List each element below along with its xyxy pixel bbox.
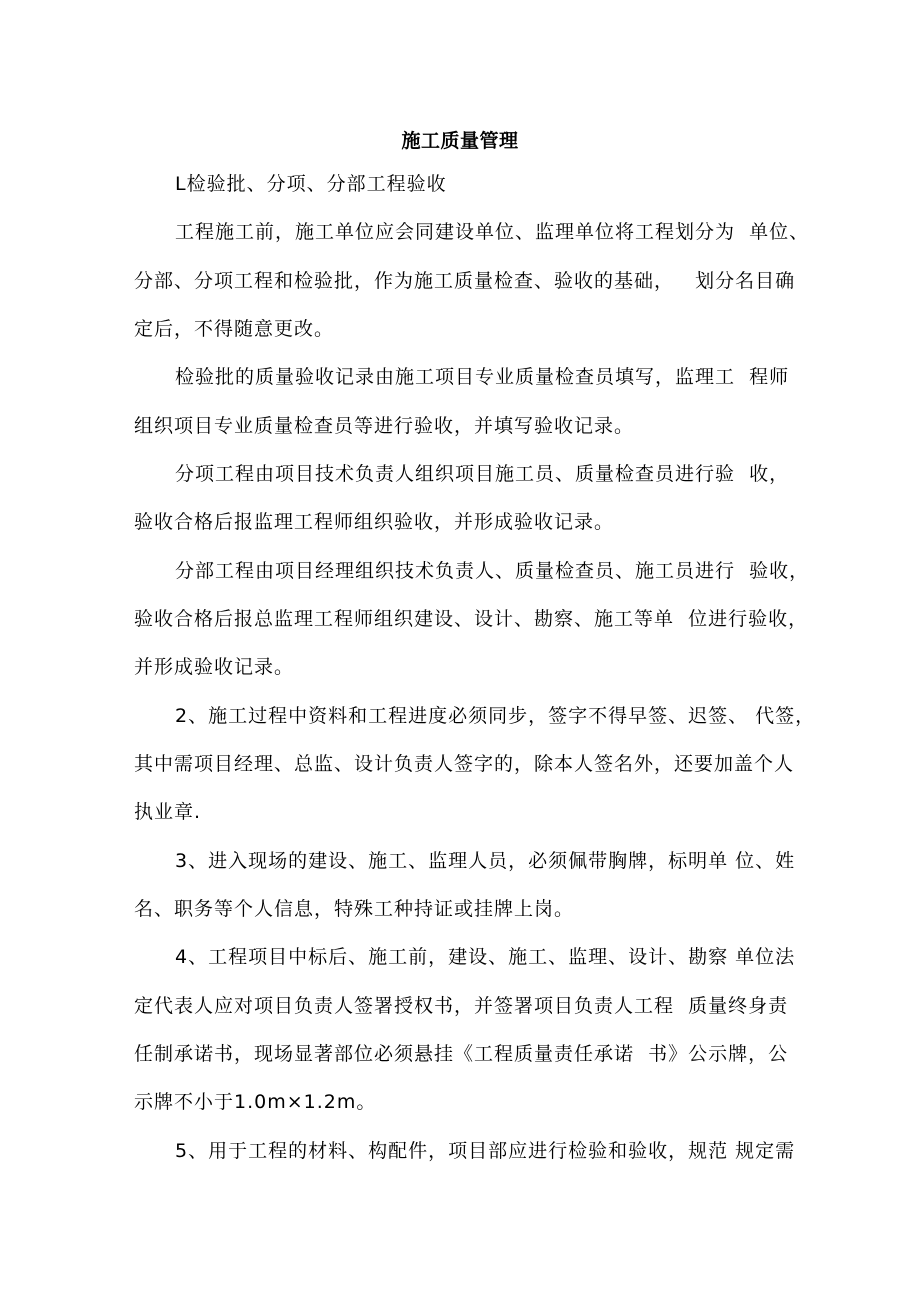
paragraph-line: 分部工程由项目经理组织技术负责人、质量检查员、施工员进行 验收， <box>175 560 810 582</box>
section-heading-1: L检验批、分项、分部工程验收 <box>175 173 447 195</box>
paragraph-line: 检验批的质量验收记录由施工项目专业质量检查员填写，监理工 程师 <box>175 366 790 388</box>
paragraph-line: 3、进入现场的建设、施工、监理人员，必须佩带胸牌，标明单 位、姓 <box>175 850 796 872</box>
paragraph-line: 2、施工过程中资料和工程进度必须同步，签字不得早签、迟签、 代签， <box>175 705 816 727</box>
paragraph-line: 组织项目专业质量检查员等进行验收，并填写验收记录。 <box>134 415 635 437</box>
paragraph-line: 4、工程项目中标后、施工前，建设、施工、监理、设计、勘察 单位法 <box>175 946 796 968</box>
paragraph-line: 任制承诺书，现场显著部位必须悬挂《工程质量责任承诺 书》公示牌，公 <box>134 1043 789 1065</box>
paragraph-line: 验收合格后报总监理工程师组织建设、设计、勘察、施工等单 位进行验收， <box>134 608 809 630</box>
paragraph-line: 分项工程由项目技术负责人组织项目施工员、质量检查员进行验 收， <box>175 463 790 485</box>
page-title: 施工质量管理 <box>401 130 519 152</box>
paragraph-line: 执业章. <box>134 801 202 823</box>
paragraph-line: 分部、分项工程和检验批，作为施工质量检查、验收的基础， 划分名目确 <box>134 270 796 292</box>
paragraph-line: 名、职务等个人信息，特殊工种持证或挂牌上岗。 <box>134 898 575 920</box>
paragraph-line: 示牌不小于1.0m×1.2m。 <box>134 1091 377 1113</box>
paragraph-line: 其中需项目经理、总监、设计负责人签字的，除本人签名外，还要加盖个人 <box>134 753 795 775</box>
paragraph-line: 5、用于工程的材料、构配件，项目部应进行检验和验收，规范 规定需 <box>175 1140 796 1162</box>
paragraph-line: 验收合格后报监理工程师组织验收，并形成验收记录。 <box>134 511 615 533</box>
paragraph-line: 并形成验收记录。 <box>134 656 295 678</box>
paragraph-line: 定代表人应对项目负责人签署授权书，并签署项目负责人工程 质量终身责 <box>134 995 789 1017</box>
paragraph-line: 工程施工前，施工单位应会同建设单位、监理单位将工程划分为 单位、 <box>175 221 810 243</box>
paragraph-line: 定后，不得随意更改。 <box>134 318 335 340</box>
